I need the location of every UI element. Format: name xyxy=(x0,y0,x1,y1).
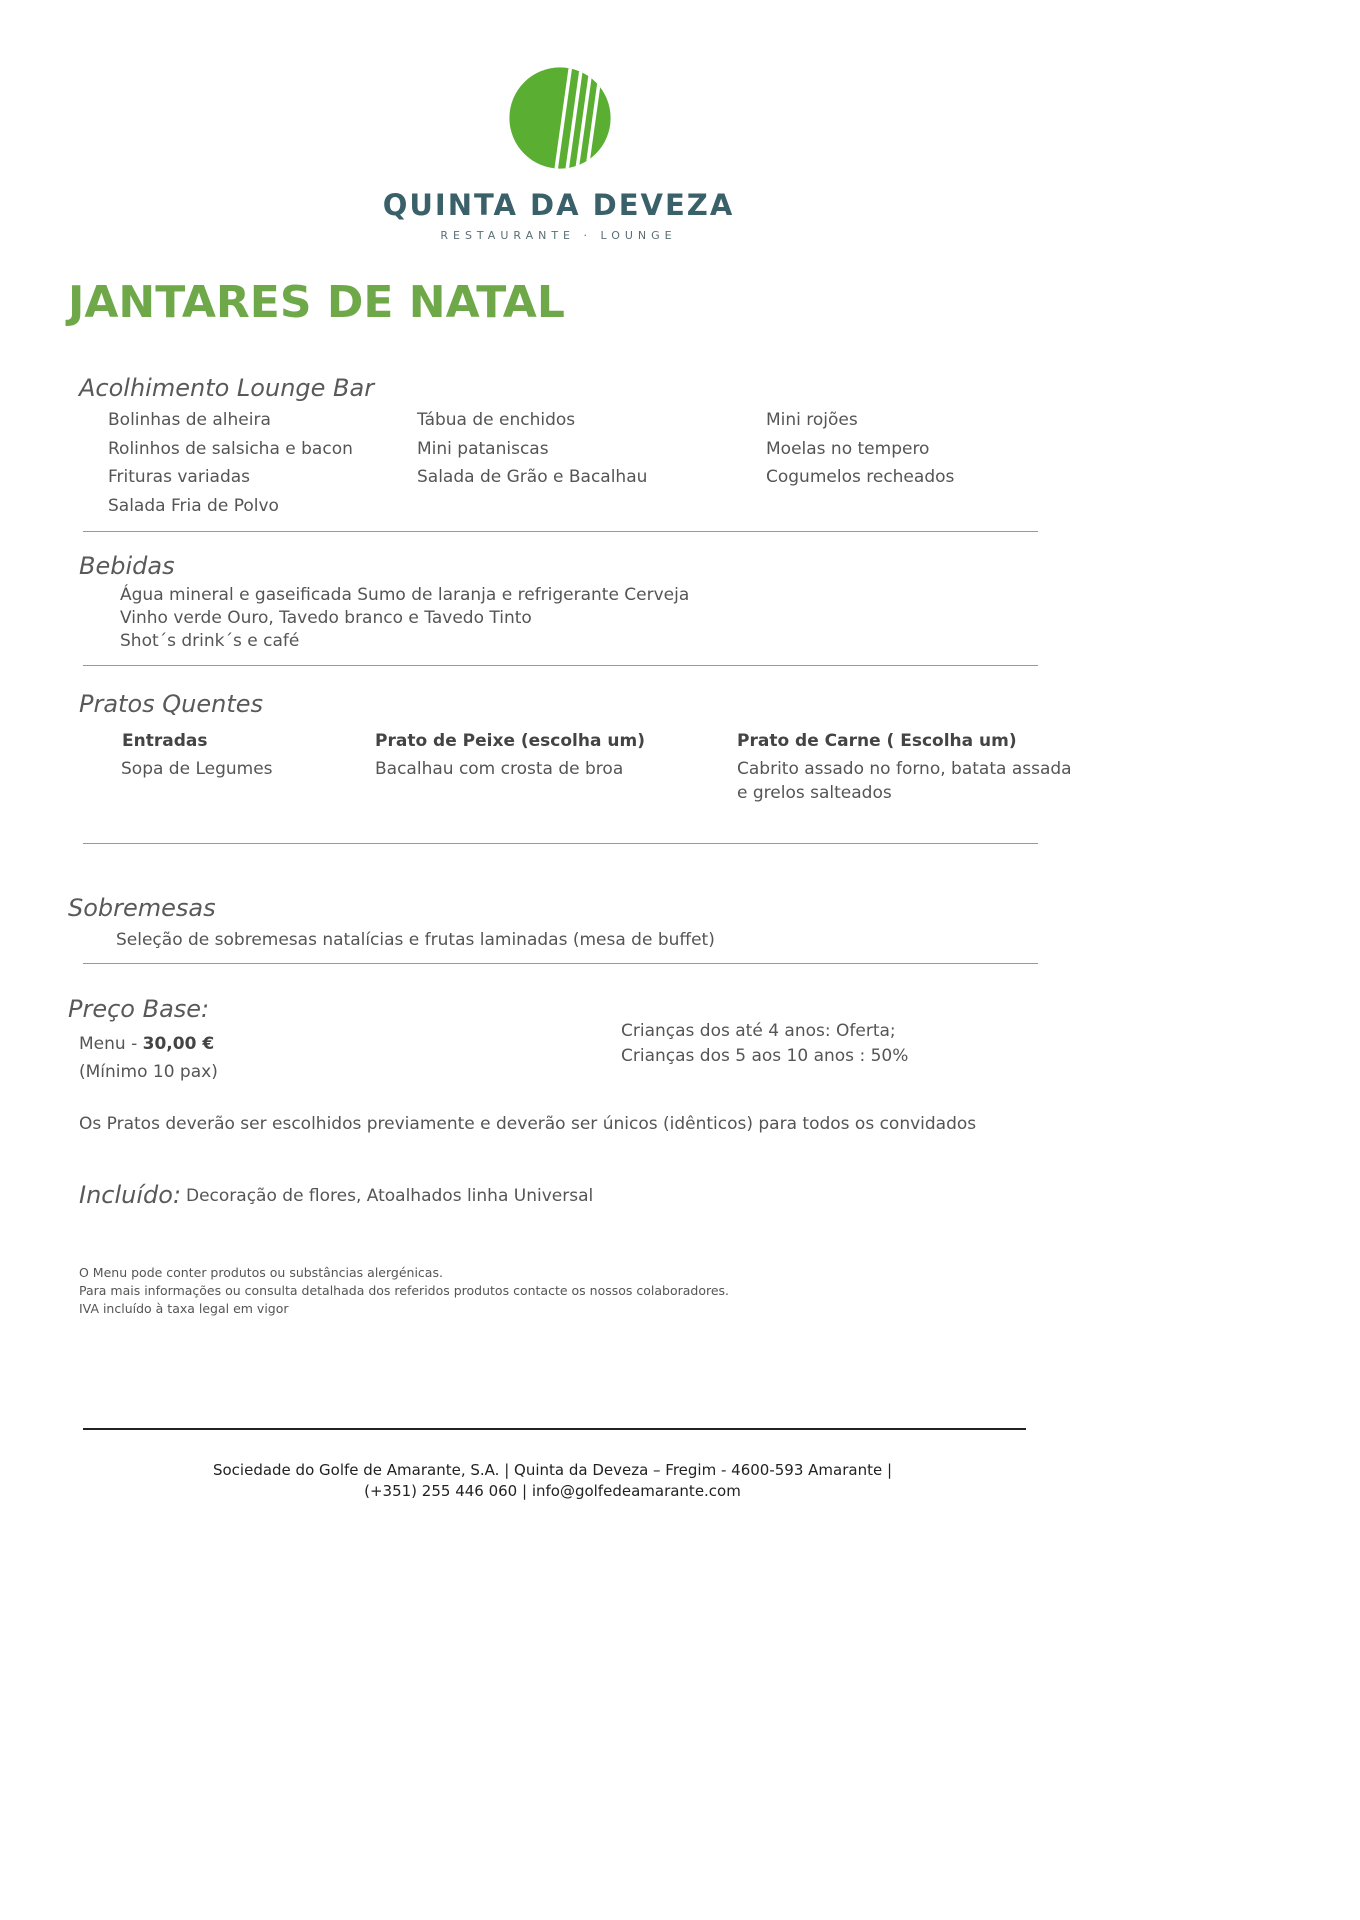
lounge-item: Salada Fria de Polvo xyxy=(108,496,279,516)
incluido-heading: Incluído: xyxy=(79,1181,182,1209)
carne-heading: Prato de Carne ( Escolha um) xyxy=(737,731,1017,751)
section-divider xyxy=(83,531,1038,532)
minimo-pax: (Mínimo 10 pax) xyxy=(79,1062,218,1082)
sobremesas-line: Seleção de sobremesas natalícias e frutas laminadas (mesa de buffet) xyxy=(116,930,715,950)
pratos-heading: Pratos Quentes xyxy=(79,690,264,718)
disclaimer-line: O Menu pode conter produtos ou substâncias alergénicas. xyxy=(79,1265,443,1280)
menu-price-line xyxy=(79,1034,214,1054)
carne-item: Cabrito assado no forno, batata assada xyxy=(737,759,1072,779)
incluido-text: Decoração de flores, Atoalhados linha Universal xyxy=(186,1186,594,1206)
lounge-heading: Acolhimento Lounge Bar xyxy=(79,374,375,402)
lounge-item: Rolinhos de salsicha e bacon xyxy=(108,439,353,459)
menu-price: 30,00 € xyxy=(142,1034,215,1054)
bebidas-line: Shot´s drink´s e café xyxy=(120,631,300,651)
brand-name: QUINTA DA DEVEZA xyxy=(382,188,735,222)
carne-item: e grelos salteados xyxy=(737,783,892,803)
disclaimer-line: IVA incluído à taxa legal em vigor xyxy=(79,1301,289,1316)
lounge-item: Salada de Grão e Bacalhau xyxy=(417,467,648,487)
criancas-line: Crianças dos até 4 anos: Oferta; xyxy=(621,1021,896,1041)
green-circle-stripes-logo-icon xyxy=(505,63,615,173)
section-divider xyxy=(83,963,1038,964)
menu-label: Menu - xyxy=(79,1034,143,1054)
entradas-item: Sopa de Legumes xyxy=(121,759,273,779)
section-divider xyxy=(83,843,1038,844)
lounge-item: Mini rojões xyxy=(766,410,858,430)
lounge-item: Moelas no tempero xyxy=(766,439,930,459)
lounge-item: Bolinhas de alheira xyxy=(108,410,271,430)
footer-contact: (+351) 255 446 060 | info@golfedeamarante.com xyxy=(364,1482,741,1500)
sobremesas-heading: Sobremesas xyxy=(68,894,216,922)
peixe-item: Bacalhau com crosta de broa xyxy=(375,759,624,779)
lounge-item: Mini pataniscas xyxy=(417,439,549,459)
entradas-heading: Entradas xyxy=(122,731,208,751)
lounge-item: Cogumelos recheados xyxy=(766,467,955,487)
section-divider xyxy=(83,665,1038,666)
bebidas-line: Vinho verde Ouro, Tavedo branco e Tavedo Tinto xyxy=(120,608,532,628)
disclaimer-line: Para mais informações ou consulta detalhada dos referidos produtos contacte os nossos colaboradores. xyxy=(79,1283,730,1298)
footer-divider xyxy=(83,1428,1026,1430)
preco-heading: Preço Base: xyxy=(68,995,210,1023)
lounge-item: Tábua de enchidos xyxy=(417,410,576,430)
pratos-nota: Os Pratos deverão ser escolhidos previamente e deverão ser únicos (idênticos) para todos os convidados xyxy=(79,1114,977,1134)
bebidas-line: Água mineral e gaseificada Sumo de laranja e refrigerante Cerveja xyxy=(120,585,690,605)
peixe-heading: Prato de Peixe (escolha um) xyxy=(375,731,645,751)
footer-address: Sociedade do Golfe de Amarante, S.A. | Quinta da Deveza – Fregim - 4600-593 Amarante | xyxy=(212,1461,893,1479)
page-title: JANTARES DE NATAL xyxy=(68,277,565,328)
criancas-line: Crianças dos 5 aos 10 anos : 50% xyxy=(621,1046,909,1066)
bebidas-heading: Bebidas xyxy=(79,552,175,580)
brand-subtitle: RESTAURANTE · LOUNGE xyxy=(440,229,677,242)
lounge-item: Frituras variadas xyxy=(108,467,251,487)
